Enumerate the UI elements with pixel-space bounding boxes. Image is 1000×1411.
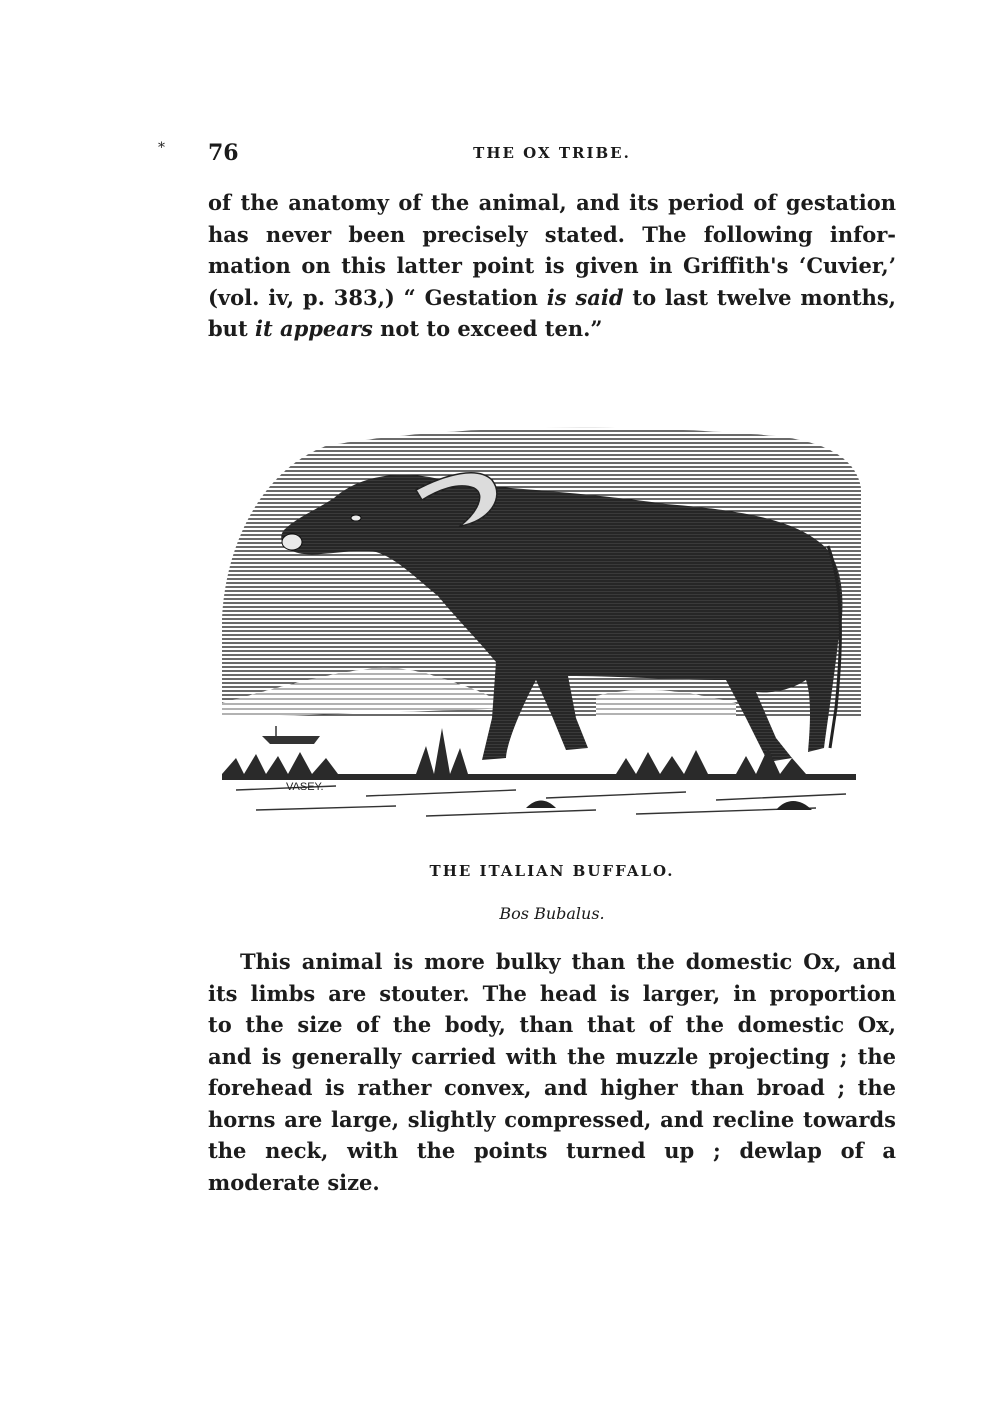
text-line: horns are large, slightly compressed, and recline towards: [208, 1106, 896, 1132]
text-line: of the anatomy of the animal, and its period of gestation: [208, 190, 896, 215]
ground-bush: [526, 801, 556, 809]
text-run: (vol. iv, p. 383,) “ Gestation: [208, 284, 547, 310]
text-line: has never been precisely stated. The following infor-: [208, 221, 896, 247]
text-line: to the size of the body, than that of the domestic Ox,: [208, 1012, 896, 1037]
page-number: 76: [208, 140, 239, 166]
species-name: Bos Bubalus.: [499, 904, 605, 923]
text-line: and is generally carried with the muzzle projecting ; the: [208, 1043, 896, 1069]
top-paragraph: [208, 187, 896, 345]
boat-shape: [262, 736, 320, 744]
text-run: not to exceed ten.”: [372, 316, 603, 341]
buffalo-eye: [351, 515, 361, 521]
running-title: THE OX TRIBE.: [473, 144, 631, 162]
figure-caption: THE ITALIAN BUFFALO.: [429, 862, 675, 880]
italic-run: it appears: [254, 316, 373, 341]
text-line: [208, 282, 896, 314]
text-line: the neck, with the points turned up ; dewlap of a: [208, 1138, 896, 1163]
bottom-paragraph: [208, 946, 896, 1198]
running-head: [208, 140, 896, 168]
buffalo-muzzle: [282, 534, 302, 550]
italic-run: is said: [546, 284, 624, 310]
text-line: This animal is more bulky than the domestic Ox, and: [240, 949, 896, 974]
text-line: its limbs are stouter. The head is larger, in proportion: [208, 980, 896, 1006]
ground-bush: [776, 801, 812, 810]
text-run: to last twelve months,: [623, 284, 896, 310]
page-speck: *: [158, 140, 165, 156]
text-line: mation on this latter point is given in Griffith's ‘Cuvier,’: [208, 253, 896, 278]
text-run: but: [208, 316, 255, 341]
buffalo-engraving: [216, 418, 866, 828]
engraver-signature: VASEY.: [286, 781, 324, 793]
text-line: forehead is rather convex, and higher than broad ; the: [208, 1075, 896, 1100]
text-line: [208, 313, 896, 345]
text-line: moderate size.: [208, 1169, 380, 1195]
